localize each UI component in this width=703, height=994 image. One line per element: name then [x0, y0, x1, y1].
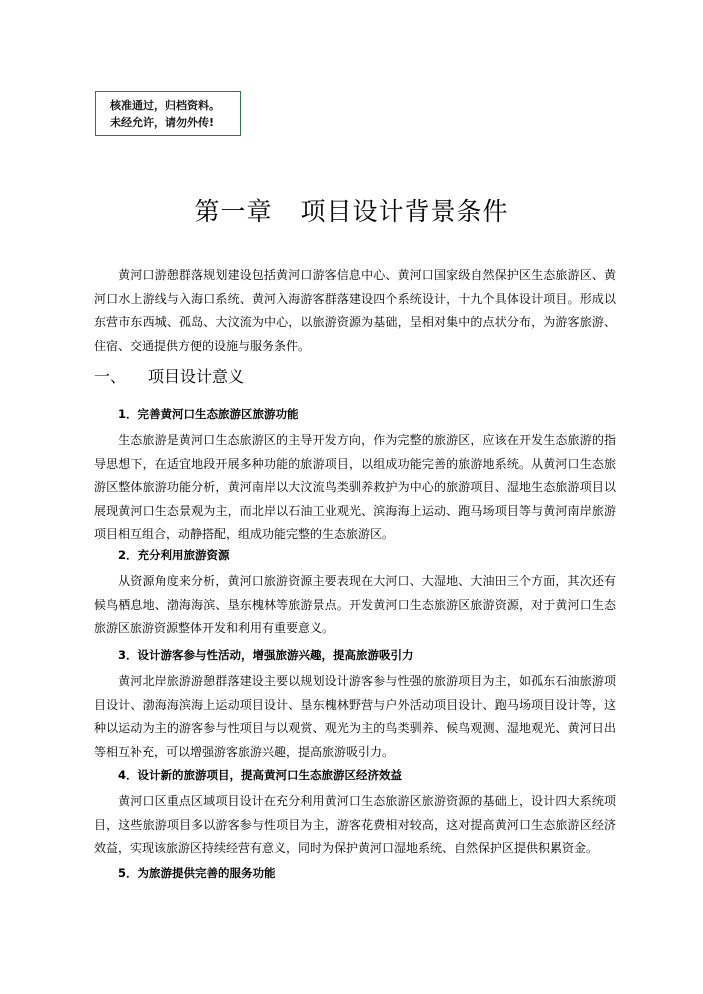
item-heading-4: 4．设计新的旅游项目，提高黄河口生态旅游区经济效益: [118, 768, 402, 782]
item-text-1: 生态旅游是黄河口生态旅游区的主导开发方向，作为完整的旅游区，应该在开发生态旅游的指导思想下，在适宜地段开展多种功能的旅游项目，以组成功能完善的旅游地系统。从黄河口生态旅游区整体旅游功能分析，黄河南岸以大汶流鸟类驯养救护为中心的旅游项目、湿地生态旅游项目以展现黄河口生态景观为主，而北岸以石油工业观光、滨海海上运动、跑马场项目等与黄河南岸旅游项目相互组合，动静搭配，组成功能完整的生态旅游区。: [94, 433, 616, 541]
section-number: 一、: [94, 367, 127, 386]
item-heading-5: 5．为旅游提供完善的服务功能: [118, 866, 276, 880]
intro-paragraph: [94, 264, 616, 358]
section-title: 项目设计意义: [148, 367, 245, 386]
item-paragraph-4: [94, 790, 616, 861]
item-heading-1: 1．完善黄河口生态旅游区旅游功能: [118, 407, 299, 421]
stamp-line-2: 未经允许，请勿外传!: [110, 116, 215, 129]
item-heading-2: 2．充分利用旅游资源: [118, 548, 230, 562]
chapter-number: 第一章: [194, 197, 273, 226]
chapter-heading: 项目设计背景条件: [300, 197, 509, 226]
item-heading-3: 3．设计游客参与性活动，增强旅游兴趣，提高旅游吸引力: [118, 648, 414, 662]
stamp-line-1: 核准通过，归档资料。: [110, 99, 220, 112]
section-heading: [94, 365, 244, 389]
chapter-title: [0, 196, 703, 228]
item-paragraph-1: [94, 429, 616, 547]
item-paragraph-3: [94, 670, 616, 764]
item-paragraph-2: [94, 570, 616, 641]
intro-text: 黄河口游憩群落规划建设包括黄河口游客信息中心、黄河口国家级自然保护区生态旅游区、黄河口水上游线与入海口系统、黄河入海游客群落建设四个系统设计，十九个具体设计项目。形成以东营市东西城、孤岛、大汶流为中心，以旅游资源为基础，呈相对集中的点状分布，为游客旅游、住宿、交通提供方便的设施与服务条件。: [94, 268, 616, 353]
approval-stamp: [95, 91, 241, 136]
item-text-2: 从资源角度来分析，黄河口旅游资源主要表现在大河口、大湿地、大油田三个方面，其次还有候鸟栖息地、渤海海滨、垦东槐林等旅游景点。开发黄河口生态旅游区旅游资源，对于黄河口生态旅游区旅游资源整体开发和利用有重要意义。: [94, 574, 616, 635]
item-text-3: 黄河北岸旅游游憩群落建设主要以规划设计游客参与性强的旅游项目为主，如孤东石油旅游项目设计、渤海海滨海上运动项目设计、垦东槐林野营与户外活动项目设计、跑马场项目设计等，这种以运动为主的游客参与性项目与以观赏、观光为主的鸟类驯养、候鸟观测、湿地观光、黄河日出等相互补充，可以增强游客旅游兴趣，提高旅游吸引力。: [94, 674, 616, 759]
item-text-4: 黄河口区重点区域项目设计在充分利用黄河口生态旅游区旅游资源的基础上，设计四大系统项目，这些旅游项目多以游客参与性项目为主，游客花费相对较高，这对提高黄河口生态旅游区经济效益，实现该旅游区持续经营有意义，同时为保护黄河口湿地系统、自然保护区提供积累资金。: [94, 794, 616, 855]
